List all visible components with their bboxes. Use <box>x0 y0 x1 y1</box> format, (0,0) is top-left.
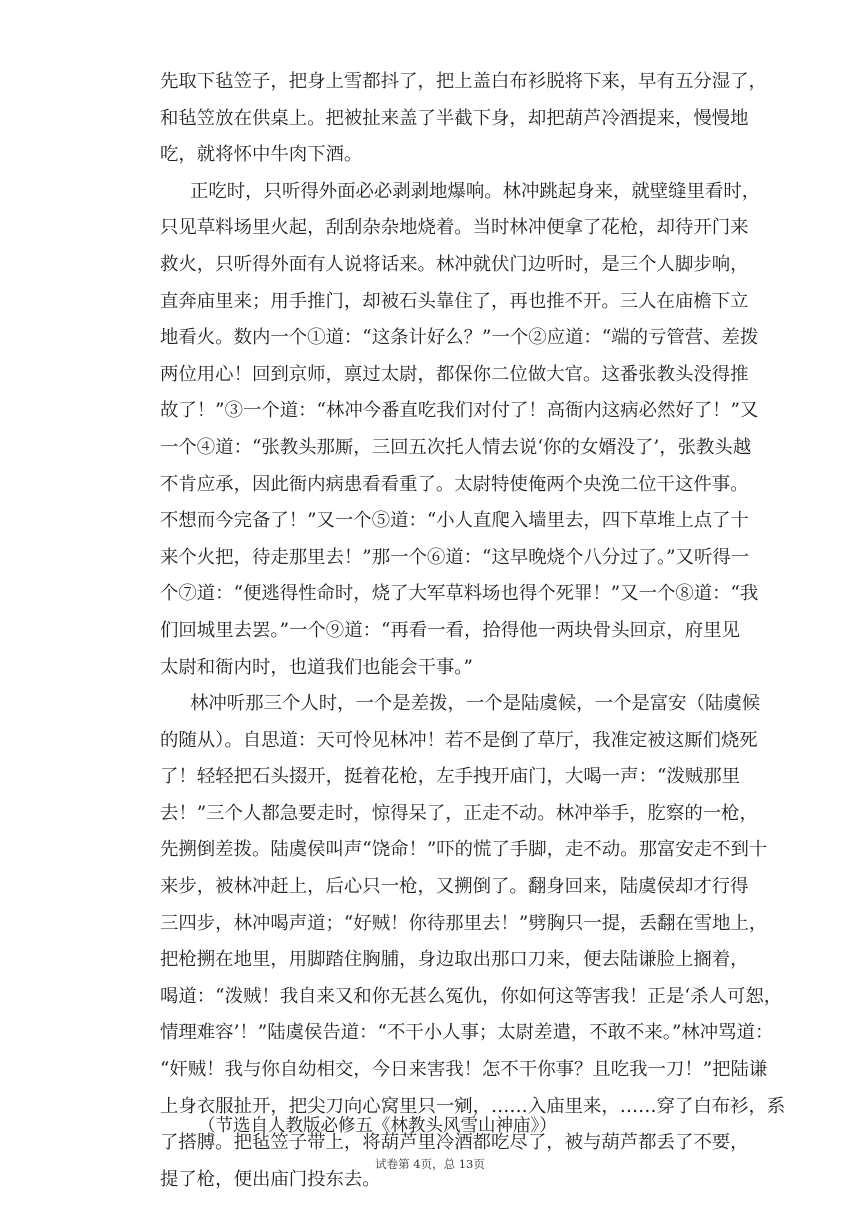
passage-line: 情理难容’！”陆虞侯告道：“不干小人事；太尉差遣，不敢不来。”林冲骂道： <box>160 1022 774 1044</box>
passage-line: 来个火把，待走那里去！”那一个⑥道：“这早晚烧个八分过了。”又听得一 <box>160 546 750 568</box>
passage-line: 了搭膊。把毡笠子带上，将葫芦里冷酒都吃尽了，被与葫芦都丢了不要， <box>160 1132 749 1154</box>
passage-line: 们回城里去罢。”一个⑨道：“再看一看，拾得他一两块骨头回京，府里见 <box>160 619 740 641</box>
passage-line: 喝道：“泼贼！我自来又和你无甚么冤仇，你如何这等害我！正是‘杀人可恕， <box>160 985 783 1007</box>
passage-source: （节选自人教版必修五《林教头风雪山神庙》） <box>198 1116 557 1136</box>
passage-line: 把枪搠在地里，用脚踏住胸脯，身边取出那口刀来，便去陆谦脸上搁着， <box>160 949 749 971</box>
passage-line: 林冲听那三个人时，一个是差拨，一个是陆虞候，一个是富安（陆虞候 <box>190 693 761 715</box>
passage-text <box>160 64 786 1198</box>
passage-line: 上身衣服扯开，把尖刀向心窝里只一剜，……入庙里来，……穿了白布衫，系 <box>160 1095 786 1117</box>
passage-line: 地看火。数内一个①道：“这条计好么？”一个②应道：“端的亏管营、差拨 <box>160 327 759 349</box>
passage-line: 救火，只听得外面有人说将话来。林冲就伏门边听时，是三个人脚步响， <box>160 253 749 275</box>
passage-line: 正吃时，只听得外面必必剥剥地爆响。林冲跳起身来，就壁缝里看时， <box>190 180 761 202</box>
passage-line: 一个④道：“张教头那厮，三回五次托人情去说‘你的女婿没了’，张教头越 <box>160 436 752 458</box>
passage-line: 提了枪，便出庙门投东去。 <box>160 1168 381 1190</box>
passage-line: 了！轻轻把石头掇开，挺着花枪，左手拽开庙门，大喝一声：“泼贼那里 <box>160 766 740 788</box>
passage-line: 的随从）。自思道：天可怜见林冲！若不是倒了草厅，我准定被这厮们烧死 <box>160 729 758 751</box>
passage-line: 不肯应承，因此衙内病患看看重了。太尉特使俺两个央浼二位干这件事。 <box>160 473 749 495</box>
passage-line: 个⑦道：“便逃得性命时，烧了大军草料场也得个死罪！”又一个⑧道：“我 <box>160 583 759 605</box>
passage-line: 先搠倒差拨。陆虞侯叫声“饶命！”吓的慌了手脚，走不动。那富安走不到十 <box>160 839 768 861</box>
passage-line: 两位用心！回到京师，禀过太尉，都保你二位做大官。这番张教头没得推 <box>160 363 749 385</box>
passage-line: “奸贼！我与你自幼相交，今日来害我！怎不干你事？且吃我一刀！”把陆谦 <box>160 1059 768 1081</box>
passage-line: 先取下毡笠子，把身上雪都抖了，把上盖白布衫脱将下来，早有五分湿了， <box>160 71 767 92</box>
passage-line: 去！”三个人都急要走时，惊得呆了，正走不动。林冲举手，肐察的一枪， <box>160 802 758 824</box>
passage-line: 直奔庙里来；用手推门，却被石头靠住了，再也推不开。三人在庙檐下立 <box>160 290 749 312</box>
page-footer: 试卷第 4页，总 13页 <box>375 1157 485 1171</box>
passage-line: 只见草料场里火起，刮刮杂杂地烧着。当时林冲便拿了花枪，却待开门来 <box>160 217 749 239</box>
passage-line: 故了！”③一个道：“林冲今番直吃我们对付了！高衙内这病必然好了！”又 <box>160 400 759 422</box>
passage-line: 太尉和衙内时，也道我们也能会干事。” <box>160 656 473 678</box>
passage-line: 吃，就将怀中牛肉下酒。 <box>160 144 363 166</box>
passage-line: 三四步，林冲喝声道；“好贼！你待那里去！”劈胸只一提，丢翻在雪地上， <box>160 912 768 934</box>
passage-line: 和毡笠放在供桌上。把被扯来盖了半截下身，却把葫芦冷酒提来，慢慢地 <box>160 107 749 129</box>
passage-line: 不想而今完备了！”又一个⑤道：“小人直爬入墙里去，四下草堆上点了十 <box>160 510 749 532</box>
passage-line: 来步，被林冲赶上，后心只一枪，又搠倒了。翻身回来，陆虞侯却才行得 <box>160 876 749 898</box>
